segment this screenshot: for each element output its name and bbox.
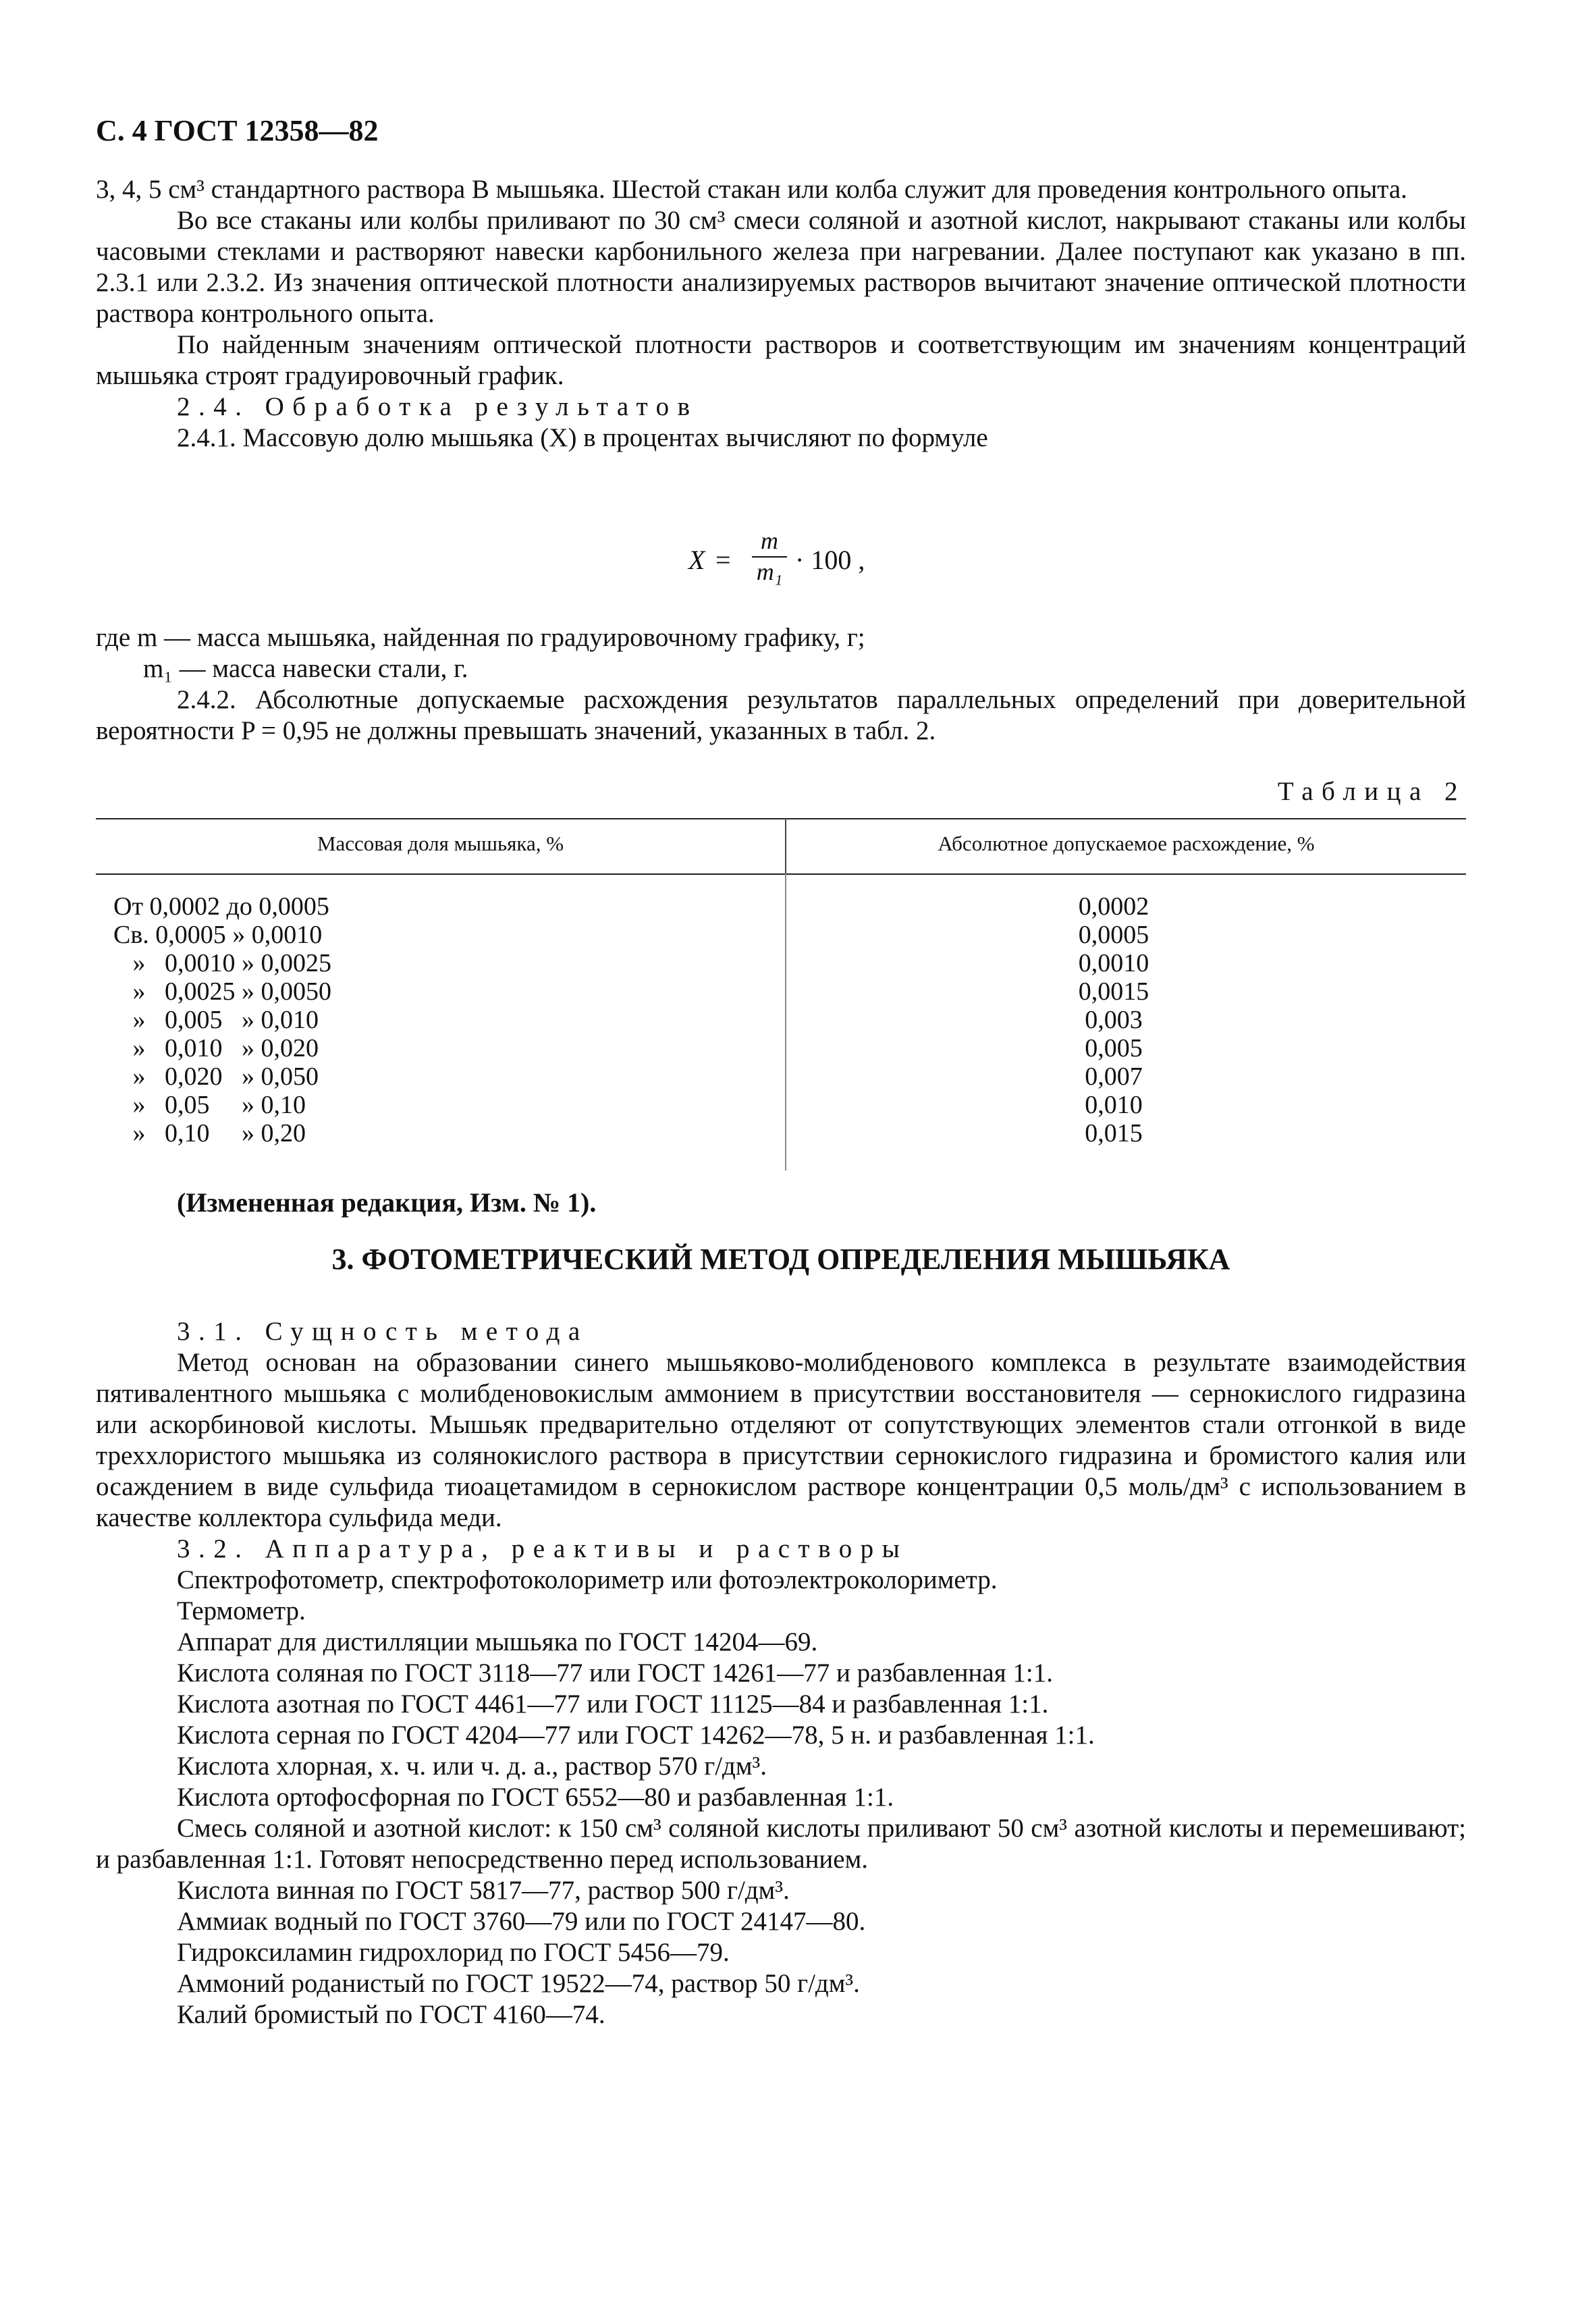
list-item: Кислота хлорная, х. ч. или ч. д. а., раствор 570 г/дм³. [177,1752,767,1781]
formula-numerator: m [761,527,778,554]
section-2-4-heading: 2.4. Обработка результатов [177,392,699,421]
table-cell: Св. 0,0005 » 0,0010 [113,921,323,949]
table-caption: Таблица 2 [1277,777,1466,806]
where-m1: m₁ — масса навески стали, г. [143,654,468,683]
list-item: Аммиак водный по ГОСТ 3760—79 или по ГОСТ 24147—80. [177,1907,866,1936]
list-item: Аппарат для дистилляции мышьяка по ГОСТ 14204—69. [177,1627,818,1656]
list-item: Калий бромистый по ГОСТ 4160—74. [177,2000,605,2029]
intro-block [96,174,1466,454]
table-cell: » 0,010 » 0,020 [113,1034,319,1062]
table-cell: » 0,10 » 0,20 [113,1119,306,1147]
formula-lhs: X [688,545,705,575]
section-3-1-text: Метод основан на образовании синего мышьяково-молибденового комплекса в результате взаимодействия пятивалентного мышьяка с молибденовокислым аммонием в присутствии восстановителя — сернокислого гидразина или аскорбиновой кислоты. Мышьяк предварительно отделяют от сопутствующих элементов стали отгонкой в виде треххлористого мышьяка из солянокислого раствора в присутствии сернокислого гидразина и бромистого калия или осаждением в виде сульфида тиоацетамидом в сернокислом растворе концентрации 0,5 моль/дм³ с использованием в качестве коллектора сульфида меди. [96,1348,1466,1532]
paragraph-calibration: По найденным значениям оптической плотности растворов и соответствующим им значениям концентраций мышьяка строят градуировочный график. [96,330,1466,390]
table-cell: 0,0005 [1078,921,1149,949]
table-header-mass-fraction: Массовая доля мышьяка, % [317,832,564,855]
section-3-title: 3. ФОТОМЕТРИЧЕСКИЙ МЕТОД ОПРЕДЕЛЕНИЯ МЫШЬЯКА [331,1243,1230,1276]
list-item: Кислота ортофосфорная по ГОСТ 6552—80 и разбавленная 1:1. [177,1783,894,1812]
formula-fraction [749,526,790,586]
table-top-rule [96,818,1466,819]
table-cell: » 0,0025 » 0,0050 [113,977,331,1006]
paragraph-standard-solution: 3, 4, 5 см³ стандартного раствора В мышьяка. Шестой стакан или колба служит для проведения контрольного опыта. [96,175,1407,204]
where-block [96,622,1466,747]
table-cell: От 0,0002 до 0,0005 [113,892,329,921]
section-3-1-heading: 3.1. Сущность метода [177,1317,589,1346]
formula [675,526,958,601]
list-item: Кислота винная по ГОСТ 5817—77, раствор 500 г/дм³. [177,1876,790,1905]
table-cell: 0,015 [1085,1119,1143,1147]
formula-equals: = [715,545,731,575]
table-column-mass-fraction [113,892,331,1147]
list-item: Аммоний роданистый по ГОСТ 19522—74, раствор 50 г/дм³. [177,1969,860,1998]
section-2-4-1: 2.4.1. Массовую долю мышьяка (X) в процентах вычисляют по формуле [177,423,988,452]
table-cell: 0,003 [1085,1006,1143,1034]
list-item: Кислота серная по ГОСТ 4204—77 или ГОСТ 14262—78, 5 н. и разбавленная 1:1. [177,1721,1095,1750]
acid-mixture-item: Смесь соляной и азотной кислот: к 150 см³ соляной кислоты приливают 50 см³ азотной кислоты и перемешивают; и разбавленная 1:1. Готовят непосредственно перед использованием. [96,1814,1466,1874]
list-item: Термометр. [177,1596,306,1625]
table-cell: 0,005 [1085,1034,1143,1062]
section-2-4-2: 2.4.2. Абсолютные допускаемые расхождения результатов параллельных определений при доверительной вероятности P = 0,95 не должны превышать значений, указанных в табл. 2. [96,685,1466,745]
table-cell: 0,010 [1085,1091,1143,1119]
section-3-2-heading: 3.2. Аппаратура, реактивы и растворы [177,1534,909,1563]
list-item: Кислота соляная по ГОСТ 3118—77 или ГОСТ 14261—77 и разбавленная 1:1. [177,1658,1054,1687]
table-body-divider [785,873,786,1170]
table-cell: » 0,005 » 0,010 [113,1006,319,1034]
table-cell: » 0,020 » 0,050 [113,1062,319,1091]
paragraph-dissolution: Во все стаканы или колбы приливают по 30 см³ смеси соляной и азотной кислот, накрывают стаканы или колбы часовыми стеклами и растворяют навески карбонильного железа при нагревании. Далее поступают как указано в пп. 2.3.1 или 2.3.2. Из значения оптической плотности анализируемых растворов вычитают значение оптической плотности раствора контрольного опыта. [96,206,1466,328]
where-m: где m — масса мышьяка, найденная по градуировочному графику, г; [96,623,865,652]
table-cell: 0,0015 [1078,977,1149,1006]
amendment-note: (Измененная редакция, Изм. № 1). [177,1187,597,1218]
table-cell: 0,007 [1085,1062,1143,1091]
table-column-tolerance [1012,892,1215,1147]
list-item: Кислота азотная по ГОСТ 4461—77 или ГОСТ 11125—84 и разбавленная 1:1. [177,1690,1049,1719]
section-3-block [96,1316,1466,2030]
list-item: Спектрофотометр, спектрофотоколориметр или фотоэлектроколориметр. [177,1565,998,1594]
list-item: Гидроксиламин гидрохлорид по ГОСТ 5456—79. [177,1938,730,1967]
table-header-tolerance: Абсолютное допускаемое расхождение, % [938,832,1315,855]
formula-denominator: m₁ [756,558,783,585]
table-header-rule [96,873,1466,875]
table-cell: 0,0010 [1078,949,1149,977]
table-cell: » 0,05 » 0,10 [113,1091,306,1119]
page-header: С. 4 ГОСТ 12358—82 [96,114,379,147]
table-cell: » 0,0010 » 0,0025 [113,949,331,977]
table-cell: 0,0002 [1078,892,1149,921]
formula-multiplier: · 100 , [795,545,865,575]
